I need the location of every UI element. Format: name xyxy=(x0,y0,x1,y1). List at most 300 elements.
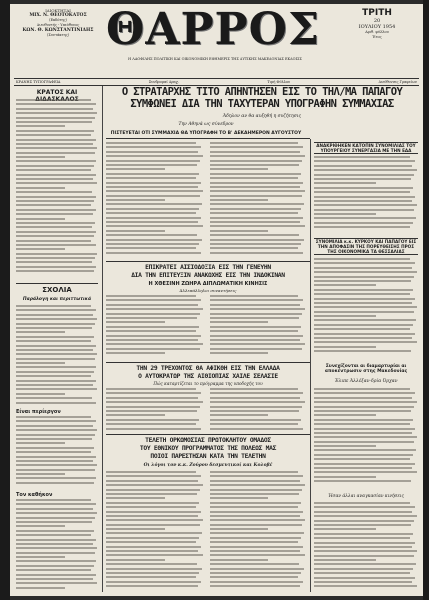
text-line xyxy=(16,503,96,505)
text-line xyxy=(16,578,93,580)
text-line xyxy=(210,524,302,526)
text-line xyxy=(210,313,302,315)
text-line xyxy=(106,151,198,153)
text-line xyxy=(106,489,200,491)
text-line xyxy=(16,556,65,558)
text-line xyxy=(210,532,304,534)
text-line xyxy=(210,317,299,319)
text-line xyxy=(106,221,198,223)
text-line xyxy=(314,258,410,260)
emperor-headline-1: ΤΗΝ 29 ΤΡΕΧΟΝΤΟΣ ΘΑ ΑΦΙΚΘΗ ΕΙΣ ΤΗΝ ΕΛΛΑΔΑ xyxy=(136,365,280,372)
text-line xyxy=(314,471,417,473)
text-line xyxy=(210,550,300,552)
text-line xyxy=(210,339,300,341)
text-line xyxy=(106,173,199,175)
text-line xyxy=(210,585,300,587)
column-rule-left xyxy=(102,86,103,592)
text-line xyxy=(210,419,301,421)
text-line xyxy=(314,306,417,308)
text-line xyxy=(210,502,301,504)
text-line xyxy=(314,271,417,273)
text-line xyxy=(210,559,268,561)
newspaper-title: ΘΑΡΡΟΣ xyxy=(106,4,321,55)
text-line xyxy=(16,525,65,527)
text-line xyxy=(210,304,300,306)
text-line xyxy=(106,546,201,548)
masthead-info-line xyxy=(16,80,417,84)
ceremony-sub: Οι λόγοι τον κ.κ. Ζούρου δεσμευτικοί και Κολοβέ xyxy=(143,463,273,468)
text-line xyxy=(106,497,165,499)
text-line xyxy=(16,336,94,338)
text-line xyxy=(16,253,97,255)
text-line xyxy=(314,333,415,335)
text-line xyxy=(210,225,305,227)
text-line xyxy=(314,533,413,535)
text-line xyxy=(106,243,199,245)
text-line xyxy=(210,392,303,394)
text-line xyxy=(314,506,415,508)
page-right-edge xyxy=(423,0,429,600)
text-line xyxy=(210,299,303,301)
comments-body xyxy=(16,305,98,405)
text-line xyxy=(106,330,196,332)
text-line xyxy=(210,484,305,486)
text-line xyxy=(210,546,303,548)
text-line xyxy=(314,392,415,394)
text-line xyxy=(16,477,96,479)
indochina-sub: Άλλεπάλληλοι συναντήσεις xyxy=(179,288,237,293)
text-line xyxy=(106,186,198,188)
text-line xyxy=(314,581,412,583)
text-line xyxy=(16,517,95,519)
text-line xyxy=(210,348,302,350)
text-line xyxy=(314,182,376,184)
text-line xyxy=(16,384,93,386)
text-line xyxy=(314,289,413,291)
text-line xyxy=(106,335,201,337)
text-line xyxy=(210,506,298,508)
text-line xyxy=(16,305,91,307)
text-line xyxy=(106,524,200,526)
text-line xyxy=(210,208,301,210)
text-line xyxy=(16,565,94,567)
text-line xyxy=(210,203,304,205)
issue-day: ΤΡΙΤΗ xyxy=(362,8,392,18)
text-line xyxy=(16,582,97,584)
text-line xyxy=(16,204,91,206)
text-line xyxy=(210,151,300,153)
text-line xyxy=(16,169,91,171)
text-line xyxy=(210,295,298,297)
text-line xyxy=(16,327,92,329)
text-line xyxy=(106,252,201,254)
text-line xyxy=(314,577,415,579)
text-line xyxy=(106,414,165,416)
text-line xyxy=(314,200,412,202)
text-line xyxy=(210,581,303,583)
left-divider xyxy=(16,283,98,284)
text-line xyxy=(16,499,91,501)
text-line xyxy=(314,445,376,447)
text-line xyxy=(106,208,199,210)
text-line xyxy=(314,217,416,219)
duty-title: Τον καθήκον xyxy=(16,492,53,498)
text-line xyxy=(210,489,302,491)
text-line xyxy=(210,406,302,408)
text-line xyxy=(210,177,298,179)
text-line xyxy=(16,388,97,390)
text-line xyxy=(314,204,417,206)
ceremony-headline-1: ΤΕΛΕΤΗ ΟΡΚΩΜΟΣΙΑΣ ΠΡΩΤΟΚΛΗΤΟΥ ΟΜΑΔΟΣ xyxy=(145,437,271,444)
text-line xyxy=(16,108,93,110)
text-line xyxy=(16,560,96,562)
text-line xyxy=(16,112,97,114)
text-line xyxy=(16,139,96,141)
text-line xyxy=(16,121,92,123)
text-line xyxy=(16,358,95,360)
text-line xyxy=(314,174,414,176)
text-line xyxy=(314,156,410,158)
text-line xyxy=(106,392,201,394)
text-line xyxy=(210,493,299,495)
text-line xyxy=(210,528,268,530)
text-line xyxy=(314,419,413,421)
left-section-title: ΚΡΑΤΟΣ ΚΑΙ xyxy=(36,89,78,96)
text-line xyxy=(314,428,415,430)
text-line xyxy=(106,581,201,583)
text-line xyxy=(16,323,95,325)
masthead-owners-block xyxy=(16,8,100,38)
text-line xyxy=(314,284,376,286)
text-line xyxy=(314,293,410,295)
text-line xyxy=(106,225,203,227)
text-line xyxy=(210,155,305,157)
ceremony-headline-3: ΠΟΙΟΙ ΠΑΡΕΣΤΗΣΑΝ ΚΑΤΑ ΤΗΝ ΤΕΛΕΤΗΝ xyxy=(150,452,266,460)
text-line xyxy=(16,473,65,475)
text-line xyxy=(106,572,199,574)
text-line xyxy=(106,563,197,565)
text-line xyxy=(314,463,415,465)
text-line xyxy=(106,480,198,482)
text-line xyxy=(210,397,300,399)
text-line xyxy=(210,554,305,556)
text-line xyxy=(16,416,91,418)
text-line xyxy=(314,213,376,215)
indochina-headline xyxy=(106,264,310,279)
text-line xyxy=(210,335,303,337)
text-line xyxy=(314,165,412,167)
text-line xyxy=(106,142,196,144)
text-line xyxy=(106,343,203,345)
text-line xyxy=(106,585,198,587)
text-line xyxy=(16,508,93,510)
comments-subtitle: Παράλογη και περιττωτικά xyxy=(22,297,92,302)
text-line xyxy=(210,563,299,565)
main-subheading-1: Άδηλον αν θα αυξηθή η συζήτησις xyxy=(222,114,302,119)
text-line xyxy=(16,362,65,364)
newspaper-subtitle: Η ΛΑΟΦΙΛΗΣ ΠΟΛΙΤΙΚΗ ΚΑΙ ΟΙΚΟΝΟΜΙΚΗ ΕΦΗΜΕΡΙΣ ΤΗΣ ΔΥΤΙΚΗΣ ΜΑΚΕΔΟΝΙΑΣ ΕΚΔΟΣΙΣ xyxy=(128,57,302,61)
indochina-body-col2 xyxy=(210,295,306,359)
text-line xyxy=(106,212,196,214)
director-label: Διευθυντής - Υπεύθυνος xyxy=(36,23,80,27)
text-line xyxy=(106,230,165,232)
text-line xyxy=(16,309,96,311)
text-line xyxy=(106,397,198,399)
text-line xyxy=(314,315,376,317)
text-line xyxy=(210,497,268,499)
text-line xyxy=(16,530,94,532)
text-line xyxy=(210,239,304,241)
text-line xyxy=(314,515,417,517)
text-line xyxy=(16,460,93,462)
text-line xyxy=(16,482,94,484)
text-line xyxy=(314,350,411,352)
text-line xyxy=(314,187,413,189)
text-line xyxy=(314,480,411,482)
text-line xyxy=(210,423,298,425)
text-line xyxy=(210,471,298,473)
text-line xyxy=(106,247,196,249)
curious-title: Είναι περίεργον xyxy=(16,409,61,415)
left-article-body xyxy=(16,99,98,279)
text-line xyxy=(16,425,93,427)
text-line xyxy=(16,397,92,399)
text-line xyxy=(314,458,410,460)
main-subheading-3: ΠΙΣΤΕΥΕΤΑΙ ΟΤΙ ΣΥΜΜΑΧΙΑ ΘΑ ΥΠΟΓΡΑΦΗ ΤΟ Β' ΔΕΚΑΗΜΕΡΟΝ ΑΥΓΟΥΣΤΟΥ xyxy=(110,131,302,136)
text-line xyxy=(16,218,65,220)
text-line xyxy=(16,318,97,320)
text-line xyxy=(106,195,200,197)
text-line xyxy=(314,262,415,264)
text-line xyxy=(16,226,92,228)
text-line xyxy=(16,543,93,545)
text-line xyxy=(106,348,200,350)
column-rule-right xyxy=(310,139,311,592)
text-line xyxy=(314,441,414,443)
text-line xyxy=(314,276,414,278)
text-line xyxy=(16,371,94,373)
text-line xyxy=(16,178,93,180)
text-line xyxy=(16,187,65,189)
text-line xyxy=(314,550,417,552)
text-line xyxy=(314,572,410,574)
issue-month-year: ΙΟΥΛΙΟΥ 1954 xyxy=(358,24,396,30)
text-line xyxy=(16,375,91,377)
text-line xyxy=(210,212,298,214)
text-line xyxy=(210,221,300,223)
text-line xyxy=(210,326,301,328)
emperor-rule xyxy=(106,362,310,363)
owner-2-role: (Συντάκτης) xyxy=(47,33,69,37)
text-line xyxy=(106,321,165,323)
text-line xyxy=(16,340,91,342)
text-line xyxy=(16,248,65,250)
text-line xyxy=(210,537,301,539)
text-line xyxy=(16,270,94,272)
text-line xyxy=(210,173,301,175)
text-line xyxy=(314,401,417,403)
text-line xyxy=(16,99,91,101)
text-line xyxy=(16,103,96,105)
text-line xyxy=(106,217,201,219)
text-line xyxy=(210,343,305,345)
newspaper-page xyxy=(10,4,423,596)
text-line xyxy=(314,467,412,469)
text-line xyxy=(314,563,416,565)
text-line xyxy=(106,326,199,328)
text-line xyxy=(106,493,197,495)
owner-2-name: ΚΩΝ. Θ. ΚΩΝΣΤΑΝΤΙΝΙΔΗΣ xyxy=(22,28,94,33)
text-line xyxy=(314,537,410,539)
text-line xyxy=(16,191,92,193)
text-line xyxy=(314,298,415,300)
text-line xyxy=(314,524,411,526)
text-line xyxy=(106,406,200,408)
text-line xyxy=(210,230,268,232)
text-line xyxy=(106,190,203,192)
text-line xyxy=(106,155,203,157)
text-line xyxy=(16,547,97,549)
text-line xyxy=(16,574,96,576)
emperor-body-col1 xyxy=(106,388,204,432)
text-line xyxy=(16,587,65,589)
text-line xyxy=(16,539,96,541)
text-line xyxy=(314,209,414,211)
text-line xyxy=(210,234,299,236)
text-line xyxy=(106,239,202,241)
main-headline xyxy=(106,86,418,110)
right-box-2-body xyxy=(314,258,418,358)
text-line xyxy=(314,559,376,561)
text-line xyxy=(106,352,165,354)
text-line xyxy=(314,311,414,313)
text-line xyxy=(210,388,298,390)
text-line xyxy=(16,125,65,127)
text-line xyxy=(106,506,196,508)
text-line xyxy=(16,143,93,145)
main-head-rule xyxy=(106,138,310,139)
indochina-headline-1: ΕΠΙΚΡΑΤΕΙ ΑΙΣΙΟΔΟΞΙΑ ΕΙΣ ΤΗΝ ΓΕΝΕΥΗΝ xyxy=(145,264,271,271)
emperor-headline-2: Ο ΑΥΤΟΚΡΑΤΩΡ ΤΗΣ ΑΙΘΙΟΠΙΑΣ ΧΑΙΛΕ ΣΕΛΑΣΙΕ xyxy=(138,372,278,380)
right-box-4-body xyxy=(314,502,418,591)
owner-1-role: (Εκδότης) xyxy=(49,18,67,22)
owner-1-name: ΜΙΧ. Ν. ΘΕΟΤΟΚΑΤΟΣ xyxy=(29,13,87,18)
text-line xyxy=(210,576,298,578)
info-subscriptions: Συνδρομαί Δραχ. xyxy=(148,80,180,84)
text-line xyxy=(314,337,412,339)
text-line xyxy=(210,190,305,192)
text-line xyxy=(314,568,413,570)
text-line xyxy=(16,257,95,259)
text-line xyxy=(106,541,196,543)
indochina-headline-2: ΔΙΑ ΤΗΝ ΕΠΙΤΕΥΞΙΝ ΑΝΑΚΩΧΗΣ ΕΙΣ ΤΗΝ ΙΝΔΟΚΙΝΑΝ xyxy=(131,271,285,279)
text-line xyxy=(210,160,302,162)
text-line xyxy=(16,156,65,158)
text-line xyxy=(106,203,202,205)
text-line xyxy=(106,537,199,539)
issue-date-number: 20 xyxy=(373,18,381,24)
text-line xyxy=(106,502,199,504)
text-line xyxy=(106,146,201,148)
text-line xyxy=(106,475,201,477)
info-printing: ΚΡΑΝΗΣ ΤΥΠΟΓΡΑΦΕΙΑ xyxy=(16,80,61,84)
text-line xyxy=(314,454,413,456)
text-line xyxy=(16,222,95,224)
text-line xyxy=(106,164,197,166)
text-line xyxy=(314,414,376,416)
text-line xyxy=(314,280,411,282)
main-headline-line-2: ΣΥΜΦΩΝΕΙ ΔΙΑ ΤΗΝ ΤΑΧΥΤΕΡΑΝ ΥΠΟΓΡΑΦΗΝ ΣΥΜΜΑΧΙΑΣ xyxy=(130,98,394,110)
text-line xyxy=(210,199,268,201)
text-line xyxy=(314,160,415,162)
text-line xyxy=(16,130,94,132)
right-box-2-title: ΣΥΝΟΜΙΛΙΑ κ.κ. ΚΥΡΚΟΥ ΚΑΙ ΠΑΠΑΓΟΥ ΕΙΣ ΤΗΝ ΑΠΟΦΑΣΙΝ ΤΗΣ ΠΟΡΕΥΘΕΙΣΗΣ ΠΡΟΣ ΤΗΣ ΟΙΚΟΝΟΜΙΚΑ ΤΑ ΘΕΣΣΑΛΙΑΣ xyxy=(315,239,417,254)
text-line xyxy=(16,442,65,444)
ceremony-headline xyxy=(106,437,310,460)
text-line xyxy=(16,331,65,333)
text-line xyxy=(314,388,410,390)
text-line xyxy=(106,308,203,310)
text-line xyxy=(210,410,299,412)
text-line xyxy=(106,168,165,170)
text-line xyxy=(16,464,97,466)
text-line xyxy=(210,414,268,416)
text-line xyxy=(16,552,95,554)
text-line xyxy=(314,196,415,198)
right-box-4-title: Ήσαν άλλαι αναγκασίαν κινήσεις xyxy=(328,494,404,499)
text-line xyxy=(16,469,95,471)
text-line xyxy=(16,314,93,316)
text-line xyxy=(16,349,93,351)
emperor-sub: Πώς καταρτίζεται το πρόγραμμα της υποδοχής του xyxy=(153,381,263,386)
text-line xyxy=(106,177,196,179)
text-line xyxy=(314,528,376,530)
text-line xyxy=(314,476,376,478)
main-story-body-col1 xyxy=(106,142,204,258)
ceremony-rule xyxy=(106,434,310,435)
text-line xyxy=(16,438,92,440)
text-line xyxy=(210,519,305,521)
text-line xyxy=(16,213,93,215)
text-line xyxy=(314,410,411,412)
text-line xyxy=(106,388,196,390)
text-line xyxy=(314,511,412,513)
text-line xyxy=(210,475,303,477)
masthead-rule-top xyxy=(14,78,419,79)
text-line xyxy=(210,572,301,574)
issue-year-label: Έτος xyxy=(372,34,382,39)
text-line xyxy=(16,345,96,347)
text-line xyxy=(314,319,416,321)
text-line xyxy=(210,541,298,543)
text-line xyxy=(106,339,198,341)
right-box-1-body xyxy=(314,156,418,234)
right-box-3-sub: Έλιπε Άλλέξαν-δρία Όρχαν xyxy=(334,379,398,384)
text-line xyxy=(16,117,95,119)
text-line xyxy=(16,165,94,167)
text-line xyxy=(106,515,198,517)
comments-title: ΣΧΟΛΙΑ xyxy=(42,286,72,294)
text-line xyxy=(314,267,412,269)
text-line xyxy=(106,317,197,319)
text-line xyxy=(106,401,203,403)
text-line xyxy=(314,169,417,171)
text-line xyxy=(314,222,413,224)
text-line xyxy=(314,436,417,438)
text-line xyxy=(16,266,96,268)
text-line xyxy=(16,456,96,458)
text-line xyxy=(210,401,305,403)
